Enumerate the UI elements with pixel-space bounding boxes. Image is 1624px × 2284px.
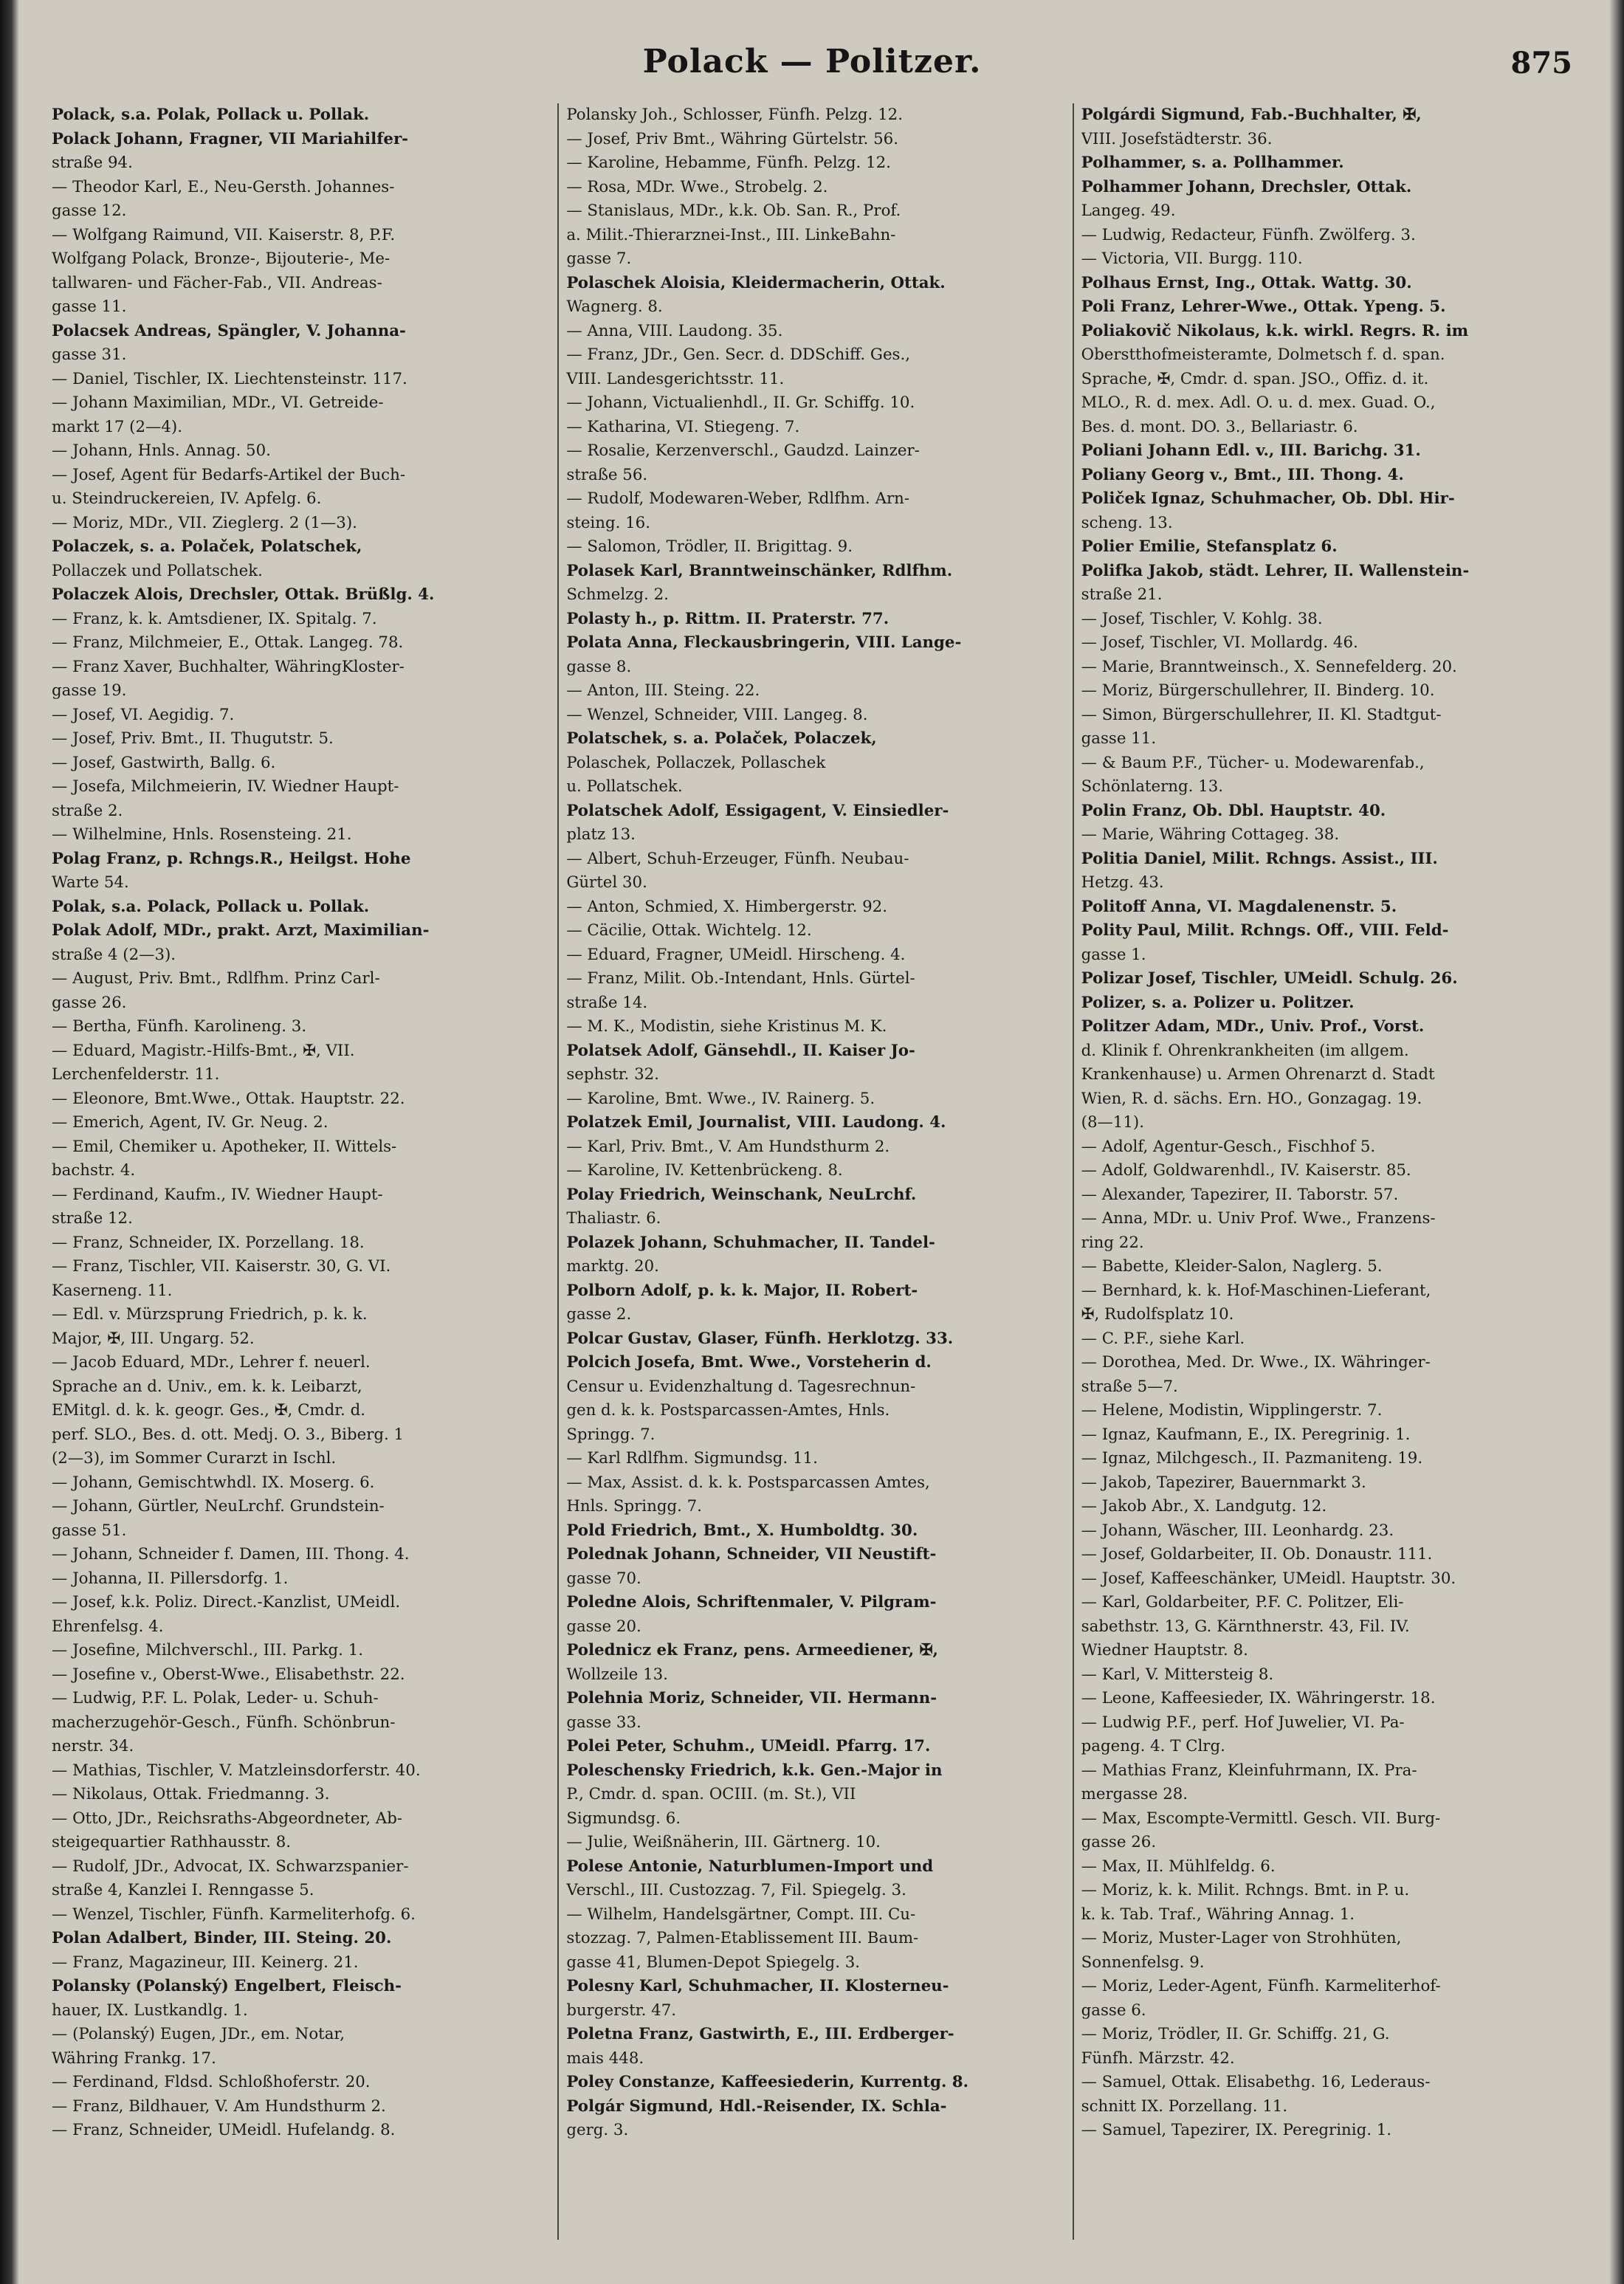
entry-line: gasse 6. — [1081, 2001, 1146, 2020]
entry-heading-line: Polity Paul, Milit. Rchngs. Off., VIII. Feld- — [1081, 921, 1449, 940]
entry-heading-line: Polese Antonie, Naturblumen-Import und — [566, 1857, 934, 1876]
entry-heading-line: Poliany Georg v., Bmt., III. Thong. 4. — [1081, 465, 1404, 484]
entry-line: — Bernhard, k. k. Hof-Maschinen-Lieferant, — [1081, 1281, 1431, 1300]
entry-line: stozzag. 7, Palmen-Etablissement III. Baum- — [566, 1929, 919, 1947]
entry-line: tallwaren- und Fächer-Fab., VII. Andreas- — [52, 273, 382, 292]
entry-line: gasse 8. — [566, 657, 632, 676]
entry-heading-line: Politia Daniel, Milit. Rchngs. Assist., III. — [1081, 849, 1438, 868]
entry-line: — Franz, JDr., Gen. Secr. d. DDSchiff. Ges., — [566, 345, 911, 364]
entry-line: gasse 19. — [52, 681, 127, 700]
entry-line: markt 17 (2—4). — [52, 417, 182, 436]
entry-line: straße 4, Kanzlei I. Renngasse 5. — [52, 1881, 314, 1899]
entry-heading-line: Polesny Karl, Schuhmacher, II. Klosterneu- — [566, 1977, 949, 1995]
entry-line: Sprache, ✠, Cmdr. d. span. JSO., Offiz. d. it. — [1081, 369, 1429, 388]
entry-line: Wollzeile 13. — [566, 1665, 668, 1684]
entry-heading-line: Poledne Alois, Schriftenmaler, V. Pilgram- — [566, 1593, 937, 1611]
entry-line: — Samuel, Ottak. Elisabethg. 16, Lederaus- — [1081, 2073, 1431, 2091]
entry-line: — Helene, Modistin, Wipplingerstr. 7. — [1081, 1401, 1383, 1420]
entry-heading-line: Polehnia Moriz, Schneider, VII. Hermann- — [566, 1689, 937, 1707]
entry-line: — Max, II. Mühlfeldg. 6. — [1081, 1857, 1276, 1876]
entry-line: — Otto, JDr., Reichsraths-Abgeordneter, Ab- — [52, 1809, 403, 1828]
entry-line: — Moriz, MDr., VII. Zieglerg. 2 (1—3). — [52, 513, 357, 532]
entry-line: macherzugehör-Gesch., Fünfh. Schönbrun- — [52, 1713, 396, 1732]
entry-line: — Ludwig P.F., perf. Hof Juwelier, VI. Pa- — [1081, 1713, 1405, 1732]
entry-line: — Anna, MDr. u. Univ Prof. Wwe., Franzens- — [1081, 1209, 1436, 1228]
entry-line: Warte 54. — [52, 873, 129, 892]
entry-heading-line: Polacsek Andreas, Spängler, V. Johanna- — [52, 321, 406, 340]
entry-line: pageng. 4. T Clrg. — [1081, 1737, 1225, 1755]
entry-line: gasse 11. — [52, 297, 127, 316]
entry-line: — Josefa, Milchmeierin, IV. Wiedner Haupt- — [52, 777, 399, 796]
entry-line: — Cäcilie, Ottak. Wichtelg. 12. — [566, 921, 812, 940]
entry-line: — Josef, k.k. Poliz. Direct.-Kanzlist, UMeidl. — [52, 1593, 401, 1611]
entry-line: — Franz Xaver, Buchhalter, WähringKloster- — [52, 657, 405, 676]
entry-heading-line: Polhammer, s. a. Pollhammer. — [1081, 154, 1344, 172]
entry-heading-line: Polaczek Alois, Drechsler, Ottak. Brüßlg. 4. — [52, 585, 435, 604]
entry-heading-line: Poletna Franz, Gastwirth, E., III. Erdberger- — [566, 2025, 954, 2043]
entry-line: d. Klinik f. Ohrenkrankheiten (im allgem. — [1081, 1041, 1409, 1060]
entry-line: — Johanna, II. Pillersdorfg. 1. — [52, 1569, 289, 1588]
entry-line: — Anna, VIII. Laudong. 35. — [566, 321, 783, 340]
entry-line: — Julie, Weißnäherin, III. Gärtnerg. 10. — [566, 1833, 881, 1851]
entry-line: — Babette, Kleider-Salon, Naglerg. 5. — [1081, 1257, 1383, 1276]
entry-line: gasse 11. — [1081, 729, 1157, 748]
entry-line: — Ferdinand, Fldsd. Schloßhoferstr. 20. — [52, 2073, 371, 2091]
entry-line: perf. SLO., Bes. d. ott. Medj. O. 3., Biberg. 1 — [52, 1425, 405, 1444]
entry-line: — Max, Assist. d. k. k. Postsparcassen Amtes, — [566, 1473, 930, 1492]
entry-line: Sonnenfelsg. 9. — [1081, 1953, 1205, 1972]
entry-line: — Josef, Kaffeeschänker, UMeidl. Hauptstr. 30. — [1081, 1569, 1456, 1588]
entry-line: gasse 33. — [566, 1713, 641, 1732]
entry-line: — Josef, Priv Bmt., Währing Gürtelstr. 56. — [566, 129, 898, 148]
entry-line: — Theodor Karl, E., Neu-Gersth. Johannes- — [52, 177, 395, 196]
entry-line: — Jakob, Tapezirer, Bauernmarkt 3. — [1081, 1473, 1366, 1492]
entry-line: — Josef, Tischler, VI. Mollardg. 46. — [1081, 633, 1358, 652]
entry-line: — Ignaz, Milchgesch., II. Pazmaniteng. 19. — [1081, 1449, 1423, 1468]
entry-line: steing. 16. — [566, 513, 650, 532]
entry-line: P., Cmdr. d. span. OCIII. (m. St.), VII — [566, 1785, 856, 1803]
entry-line: Gürtel 30. — [566, 873, 647, 892]
entry-heading-line: Polack, s.a. Polak, Pollack u. Pollak. — [52, 106, 370, 124]
entry-line: — Franz, Bildhauer, V. Am Hundsthurm 2. — [52, 2096, 386, 2116]
entry-line: — Edl. v. Mürzsprung Friedrich, p. k. k. — [52, 1305, 368, 1324]
entry-line: — (Polanský) Eugen, JDr., em. Notar, — [52, 2025, 345, 2043]
entry-line: — Max, Escompte-Vermittl. Gesch. VII. Burg- — [1081, 1809, 1441, 1828]
entry-line: — Anton, III. Steing. 22. — [566, 681, 760, 700]
entry-line: straße 5—7. — [1081, 1377, 1178, 1396]
entry-line: — Johann, Wäscher, III. Leonhardg. 23. — [1081, 1521, 1394, 1540]
entry-heading-line: Polhaus Ernst, Ing., Ottak. Wattg. 30. — [1081, 273, 1412, 292]
entry-line: Bes. d. mont. DO. 3., Bellariastr. 6. — [1081, 417, 1358, 436]
running-title: Polack — Politzer. — [642, 43, 982, 80]
entry-line: — Stanislaus, MDr., k.k. Ob. San. R., Prof. — [566, 202, 901, 220]
entry-line: — Karl, V. Mittersteig 8. — [1081, 1665, 1274, 1684]
entry-line: — Rosa, MDr. Wwe., Strobelg. 2. — [566, 177, 828, 196]
entry-heading-line: Polcich Josefa, Bmt. Wwe., Vorsteherin d. — [566, 1353, 932, 1372]
entry-line: gen d. k. k. Postsparcassen-Amtes, Hnls. — [566, 1401, 890, 1420]
entry-line: gerg. 3. — [566, 2121, 629, 2139]
entry-line: gasse 31. — [52, 345, 127, 364]
entry-line: Wolfgang Polack, Bronze-, Bijouterie-, Me- — [52, 250, 390, 268]
entry-line: Major, ✠, III. Ungarg. 52. — [52, 1329, 255, 1348]
entry-line: — Franz, k. k. Amtsdiener, IX. Spitalg. 7. — [52, 609, 377, 628]
entry-line: platz 13. — [566, 825, 636, 844]
entry-line: Wien, R. d. sächs. Ern. HO., Gonzagag. 19. — [1081, 1089, 1422, 1108]
entry-heading-line: Politoff Anna, VI. Magdalenenstr. 5. — [1081, 897, 1397, 916]
entry-line: — Jakob Abr., X. Landgutg. 12. — [1081, 1497, 1327, 1516]
entry-heading-line: Polatzek Emil, Journalist, VIII. Laudong. 4. — [566, 1113, 946, 1132]
entry-line: ring 22. — [1081, 1233, 1144, 1252]
entry-line: — Franz, Tischler, VII. Kaiserstr. 30, G. VI. — [52, 1257, 391, 1276]
entry-line: — Johann, Victualienhdl., II. Gr. Schiffg. 10. — [566, 393, 915, 412]
entry-line: burgerstr. 47. — [566, 2001, 677, 2020]
entry-heading-line: Polaczek, s. a. Polaček, Polatschek, — [52, 537, 362, 556]
entry-line: — Moriz, Muster-Lager von Strohhüten, — [1081, 1929, 1402, 1947]
entry-heading-line: Polasty h., p. Rittm. II. Praterstr. 77. — [566, 609, 890, 628]
entry-line: gasse 20. — [566, 1617, 641, 1636]
entry-line: — Anton, Schmied, X. Himbergerstr. 92. — [566, 897, 887, 916]
entry-line: Pollaczek und Pollatschek. — [52, 561, 263, 580]
entry-line: marktg. 20. — [566, 1257, 659, 1276]
entry-line: — Josef, Goldarbeiter, II. Ob. Donaustr. 111. — [1081, 1545, 1433, 1564]
entry-line: — Ludwig, P.F. L. Polak, Leder- u. Schuh- — [52, 1689, 379, 1707]
entry-line: sephstr. 32. — [566, 1065, 659, 1084]
entry-heading-line: Polednak Johann, Schneider, VII Neustift- — [566, 1545, 937, 1564]
entry-line: VIII. Landesgerichtsstr. 11. — [566, 369, 785, 388]
entry-line: — Franz, Schneider, UMeidl. Hufelandg. 8. — [52, 2121, 396, 2139]
entry-line: straße 4 (2—3). — [52, 945, 176, 964]
entry-line: (2—3), im Sommer Curarzt in Ischl. — [52, 1449, 337, 1468]
entry-line: — Alexander, Tapezirer, II. Taborstr. 57. — [1081, 1185, 1399, 1204]
entry-line: Schönlaterng. 13. — [1081, 777, 1224, 796]
entry-line: Polaschek, Pollaczek, Pollaschek — [566, 753, 826, 772]
entry-line: steigequartier Rathhausstr. 8. — [52, 1833, 292, 1851]
entry-heading-line: Polifka Jakob, städt. Lehrer, II. Wallenstein- — [1081, 561, 1470, 580]
entry-line: — Johann, Gürtler, NeuLrchf. Grundstein- — [52, 1497, 385, 1516]
entry-line: gasse 1. — [1081, 945, 1146, 964]
entry-heading-line: Poliani Johann Edl. v., III. Barichg. 31. — [1081, 441, 1421, 460]
entry-line: u. Steindruckereien, IV. Apfelg. 6. — [52, 489, 322, 508]
entry-line: — C. P.F., siehe Karl. — [1081, 1329, 1245, 1348]
entry-line: MLO., R. d. mex. Adl. O. u. d. mex. Guad. O., — [1081, 393, 1436, 412]
entry-line: — Mathias Franz, Kleinfuhrmann, IX. Pra- — [1081, 1761, 1417, 1780]
entry-line: mais 448. — [566, 2049, 644, 2068]
entry-line: Censur u. Evidenzhaltung d. Tagesrechnun- — [566, 1377, 916, 1396]
entry-line: — Rudolf, JDr., Advocat, IX. Schwarzspanier- — [52, 1857, 409, 1876]
entry-line: Polansky Joh., Schlosser, Fünfh. Pelzg. 12. — [566, 106, 903, 124]
entry-line: — Moriz, Trödler, II. Gr. Schiffg. 21, G. — [1081, 2025, 1390, 2043]
entry-line: — Karoline, Hebamme, Fünfh. Pelzg. 12. — [566, 154, 891, 172]
entry-heading-line: Polednicz ek Franz, pens. Armeediener, ✠, — [566, 1641, 938, 1659]
entry-heading-line: Polazek Johann, Schuhmacher, II. Tandel- — [566, 1233, 935, 1252]
entry-line: ✠, Rudolfsplatz 10. — [1081, 1305, 1234, 1324]
entry-line: EMitgl. d. k. k. geogr. Ges., ✠, Cmdr. d. — [52, 1401, 365, 1420]
entry-line: Thaliastr. 6. — [566, 1209, 661, 1228]
entry-heading-line: Polei Peter, Schuhm., UMeidl. Pfarrg. 17. — [566, 1737, 931, 1755]
entry-heading-line: Polatschek, s. a. Polaček, Polaczek, — [566, 729, 877, 748]
entry-heading-line: Poliček Ignaz, Schuhmacher, Ob. Dbl. Hir- — [1081, 489, 1455, 508]
entry-line: straße 12. — [52, 1209, 133, 1228]
page-number: 875 — [1510, 46, 1572, 80]
column-middle — [566, 103, 1064, 2240]
entry-line: — Wolfgang Raimund, VII. Kaiserstr. 8, P.F. — [52, 225, 396, 244]
entry-line: Fünfh. Märzstr. 42. — [1081, 2049, 1235, 2068]
entry-line: Währing Frankg. 17. — [52, 2049, 216, 2068]
entry-line: hauer, IX. Lustkandlg. 1. — [52, 2001, 248, 2020]
entry-line: — Josefine, Milchverschl., III. Parkg. 1. — [52, 1641, 364, 1659]
entry-heading-line: Polata Anna, Fleckausbringerin, VIII. Lange- — [566, 633, 962, 652]
entry-heading-line: Pold Friedrich, Bmt., X. Humboldtg. 30. — [566, 1521, 918, 1540]
entry-line: — Franz, Milchmeier, E., Ottak. Langeg. 78. — [52, 633, 404, 652]
entry-line: — Karl Rdlfhm. Sigmundsg. 11. — [566, 1449, 818, 1468]
entry-line: — Rosalie, Kerzenverschl., Gaudzd. Lainzer- — [566, 441, 920, 460]
entry-line: scheng. 13. — [1081, 513, 1173, 532]
entry-line: — Bertha, Fünfh. Karolineng. 3. — [52, 1017, 307, 1036]
entry-heading-line: Poleschensky Friedrich, k.k. Gen.-Major in — [566, 1761, 943, 1780]
entry-line: gasse 12. — [52, 202, 127, 220]
entry-line: Krankenhause) u. Armen Ohrenarzt d. Stadt — [1081, 1065, 1435, 1084]
entry-line: — Katharina, VI. Stiegeng. 7. — [566, 417, 800, 436]
entry-heading-line: Polin Franz, Ob. Dbl. Hauptstr. 40. — [1081, 801, 1386, 820]
entry-heading-line: Polak Adolf, MDr., prakt. Arzt, Maximilian- — [52, 921, 430, 940]
entry-line: — Josef, Gastwirth, Ballg. 6. — [52, 753, 276, 772]
entry-line: Springg. 7. — [566, 1425, 656, 1444]
entry-heading-line: Polgárdi Sigmund, Fab.-Buchhalter, ✠, — [1081, 106, 1422, 124]
column-right — [1081, 103, 1580, 2240]
entry-line: Langeg. 49. — [1081, 202, 1176, 220]
entry-line: — Emerich, Agent, IV. Gr. Neug. 2. — [52, 1113, 328, 1132]
entry-line: u. Pollatschek. — [566, 777, 683, 796]
entry-line: — Samuel, Tapezirer, IX. Peregrinig. 1. — [1081, 2121, 1392, 2139]
entry-heading-line: Polizer, s. a. Polizer u. Politzer. — [1081, 993, 1355, 1012]
entry-heading-line: Polack Johann, Fragner, VII Mariahilfer- — [52, 129, 409, 148]
entry-line: — Franz, Schneider, IX. Porzellang. 18. — [52, 1233, 365, 1252]
entry-heading-line: Polan Adalbert, Binder, III. Steing. 20. — [52, 1929, 392, 1947]
entry-line: k. k. Tab. Traf., Währing Annag. 1. — [1081, 1905, 1355, 1924]
entry-line: — Johann, Schneider f. Damen, III. Thong. 4. — [52, 1545, 410, 1564]
entry-line: straße 21. — [1081, 585, 1163, 604]
entry-line: — Mathias, Tischler, V. Matzleinsdorferstr. 40. — [52, 1761, 421, 1780]
entry-line: — Wenzel, Schneider, VIII. Langeg. 8. — [566, 705, 868, 724]
entry-line: — Josef, Priv. Bmt., II. Thugutstr. 5. — [52, 729, 334, 748]
entry-heading-line: Polay Friedrich, Weinschank, NeuLrchf. — [566, 1185, 917, 1204]
entry-line: Kaserneng. 11. — [52, 1281, 173, 1300]
entry-line: — M. K., Modistin, siehe Kristinus M. K. — [566, 1017, 887, 1036]
entry-line: Hetzg. 43. — [1081, 873, 1164, 892]
entry-line: — Daniel, Tischler, IX. Liechtensteinstr. 117. — [52, 369, 407, 388]
entry-line: straße 2. — [52, 801, 123, 820]
entry-line: — Karoline, Bmt. Wwe., IV. Rainerg. 5. — [566, 1089, 875, 1108]
entry-heading-line: Polag Franz, p. Rchngs.R., Heilgst. Hohe — [52, 849, 411, 868]
entry-line: — Moriz, Bürgerschullehrer, II. Binderg. 10. — [1081, 681, 1435, 700]
entry-line: mergasse 28. — [1081, 1785, 1188, 1803]
entry-heading-line: Polier Emilie, Stefansplatz 6. — [1081, 537, 1338, 556]
entry-line: gasse 2. — [566, 1305, 632, 1324]
entry-line: Sprache an d. Univ., em. k. k. Leibarzt, — [52, 1377, 362, 1396]
entry-line: — Dorothea, Med. Dr. Wwe., IX. Währinger- — [1081, 1353, 1431, 1372]
entry-line: — Rudolf, Modewaren-Weber, Rdlfhm. Arn- — [566, 489, 910, 508]
entry-line: Wiedner Hauptstr. 8. — [1081, 1641, 1248, 1659]
entry-heading-line: Polgár Sigmund, Hdl.-Reisender, IX. Schla- — [566, 2096, 947, 2116]
entry-line: — Karl, Goldarbeiter, P.F. C. Politzer, Eli- — [1081, 1593, 1404, 1611]
entry-heading-line: Polborn Adolf, p. k. k. Major, II. Robert- — [566, 1281, 918, 1300]
entry-line: — Marie, Währing Cottageg. 38. — [1081, 825, 1340, 844]
entry-line: (8—11). — [1081, 1113, 1144, 1132]
entry-heading-line: Polasek Karl, Branntweinschänker, Rdlfhm. — [566, 561, 953, 580]
entry-line: — August, Priv. Bmt., Rdlfhm. Prinz Carl- — [52, 969, 380, 988]
entry-line: VIII. Josefstädterstr. 36. — [1081, 129, 1273, 148]
entry-line: Ehrenfelsg. 4. — [52, 1617, 164, 1636]
entry-line: — Adolf, Goldwarenhdl., IV. Kaiserstr. 85. — [1081, 1161, 1411, 1180]
entry-line: gasse 7. — [566, 250, 632, 268]
entry-line: Schmelzg. 2. — [566, 585, 669, 604]
entry-line: — Eleonore, Bmt.Wwe., Ottak. Hauptstr. 22. — [52, 1089, 405, 1108]
entry-heading-line: Polcar Gustav, Glaser, Fünfh. Herklotzg. 33. — [566, 1329, 954, 1348]
entry-heading-line: Polatschek Adolf, Essigagent, V. Einsiedler- — [566, 801, 949, 820]
entry-line: — Wilhelmine, Hnls. Rosensteing. 21. — [52, 825, 352, 844]
entry-line: straße 56. — [566, 465, 648, 484]
entry-line: Sigmundsg. 6. — [566, 1809, 681, 1828]
entry-line: — Eduard, Magistr.-Hilfs-Bmt., ✠, VII. — [52, 1041, 355, 1060]
entry-line: — Nikolaus, Ottak. Friedmanng. 3. — [52, 1785, 330, 1803]
directory-columns — [52, 103, 1580, 2240]
entry-line: — Albert, Schuh-Erzeuger, Fünfh. Neubau- — [566, 849, 909, 868]
entry-heading-line: Poli Franz, Lehrer-Wwe., Ottak. Ypeng. 5. — [1081, 297, 1446, 316]
entry-line: gasse 51. — [52, 1521, 127, 1540]
page-header — [52, 43, 1572, 102]
entry-heading-line: Polizar Josef, Tischler, UMeidl. Schulg. 26. — [1081, 969, 1458, 988]
entry-line: — Wenzel, Tischler, Fünfh. Karmeliterhofg. 6. — [52, 1905, 416, 1924]
entry-heading-line: Politzer Adam, MDr., Univ. Prof., Vorst. — [1081, 1017, 1425, 1036]
entry-line: Hnls. Springg. 7. — [566, 1497, 702, 1516]
entry-line: — Franz, Magazineur, III. Keinerg. 21. — [52, 1953, 359, 1972]
entry-line: — Josefine v., Oberst-Wwe., Elisabethstr. 22. — [52, 1665, 405, 1684]
entry-line: sabethstr. 13, G. Kärnthnerstr. 43, Fil. IV. — [1081, 1617, 1410, 1636]
entry-line: — Emil, Chemiker u. Apotheker, II. Wittels- — [52, 1137, 397, 1156]
entry-heading-line: Polhammer Johann, Drechsler, Ottak. — [1081, 177, 1412, 196]
entry-line: — Ignaz, Kaufmann, E., IX. Peregrinig. 1. — [1081, 1425, 1411, 1444]
entry-line: — Leone, Kaffeesieder, IX. Währingerstr. 18. — [1081, 1689, 1436, 1707]
entry-line: — Eduard, Fragner, UMeidl. Hirscheng. 4. — [566, 945, 906, 964]
entry-line: — Ferdinand, Kaufm., IV. Wiedner Haupt- — [52, 1185, 383, 1204]
entry-line: Wagnerg. 8. — [566, 297, 663, 316]
entry-line: — Karl, Priv. Bmt., V. Am Hundsthurm 2. — [566, 1137, 890, 1156]
entry-line: — Josef, Agent für Bedarfs-Artikel der Buch- — [52, 465, 406, 484]
entry-line: — Johann Maximilian, MDr., VI. Getreide- — [52, 393, 384, 412]
entry-line: straße 94. — [52, 154, 133, 172]
entry-line: gasse 41, Blumen-Depot Spiegelg. 3. — [566, 1953, 861, 1972]
entry-line: — Ludwig, Redacteur, Fünfh. Zwölferg. 3. — [1081, 225, 1416, 244]
entry-line: — Moriz, k. k. Milit. Rchngs. Bmt. in P. u. — [1081, 1881, 1410, 1899]
entry-line: — Moriz, Leder-Agent, Fünfh. Karmeliterhof- — [1081, 1977, 1441, 1995]
entry-line: Lerchenfelderstr. 11. — [52, 1065, 220, 1084]
entry-line: — Jacob Eduard, MDr., Lehrer f. neuerl. — [52, 1353, 371, 1372]
entry-line: — Josef, VI. Aegidig. 7. — [52, 705, 235, 724]
entry-line: — Simon, Bürgerschullehrer, II. Kl. Stadtgut- — [1081, 705, 1442, 724]
entry-heading-line: Polatsek Adolf, Gänsehdl., II. Kaiser Jo- — [566, 1041, 915, 1060]
entry-heading-line: Polansky (Polanský) Engelbert, Fleisch- — [52, 1977, 402, 1995]
entry-line: Oberstthofmeisteramte, Dolmetsch f. d. span. — [1081, 345, 1445, 364]
entry-line: schnitt IX. Porzellang. 11. — [1081, 2096, 1288, 2116]
entry-line: — Johann, Hnls. Annag. 50. — [52, 441, 271, 460]
entry-line: — Wilhelm, Handelsgärtner, Compt. III. Cu- — [566, 1905, 916, 1924]
entry-heading-line: Poley Constanze, Kaffeesiederin, Kurrentg. 8. — [566, 2073, 968, 2091]
column-left — [52, 103, 550, 2240]
entry-line: — Josef, Tischler, V. Kohlg. 38. — [1081, 609, 1323, 628]
entry-line: — Marie, Branntweinsch., X. Sennefelderg. 20. — [1081, 657, 1457, 676]
entry-line: — Franz, Milit. Ob.-Intendant, Hnls. Gürtel- — [566, 969, 915, 988]
entry-line: — Johann, Gemischtwhdl. IX. Moserg. 6. — [52, 1473, 375, 1492]
entry-heading-line: Poliakovič Nikolaus, k.k. wirkl. Regrs. R. im — [1081, 321, 1469, 340]
entry-line: gasse 26. — [1081, 1833, 1157, 1851]
entry-line: — Salomon, Trödler, II. Brigittag. 9. — [566, 537, 853, 556]
entry-line: — Adolf, Agentur-Gesch., Fischhof 5. — [1081, 1137, 1376, 1156]
entry-line: — Victoria, VII. Burgg. 110. — [1081, 250, 1303, 268]
entry-line: straße 14. — [566, 993, 648, 1012]
entry-line: — & Baum P.F., Tücher- u. Modewarenfab., — [1081, 753, 1425, 772]
entry-line: — Karoline, IV. Kettenbrückeng. 8. — [566, 1161, 843, 1180]
entry-heading-line: Polaschek Aloisia, Kleidermacherin, Ottak. — [566, 273, 946, 292]
entry-line: gasse 70. — [566, 1569, 641, 1588]
entry-line: gasse 26. — [52, 993, 127, 1012]
entry-line: nerstr. 34. — [52, 1737, 134, 1755]
entry-line: Verschl., III. Custozzag. 7, Fil. Spiegelg. 3. — [566, 1881, 906, 1899]
entry-line: a. Milit.-Thierarznei-Inst., III. LinkeBahn- — [566, 225, 896, 244]
entry-heading-line: Polak, s.a. Polack, Pollack u. Pollak. — [52, 897, 370, 916]
entry-line: bachstr. 4. — [52, 1161, 136, 1180]
